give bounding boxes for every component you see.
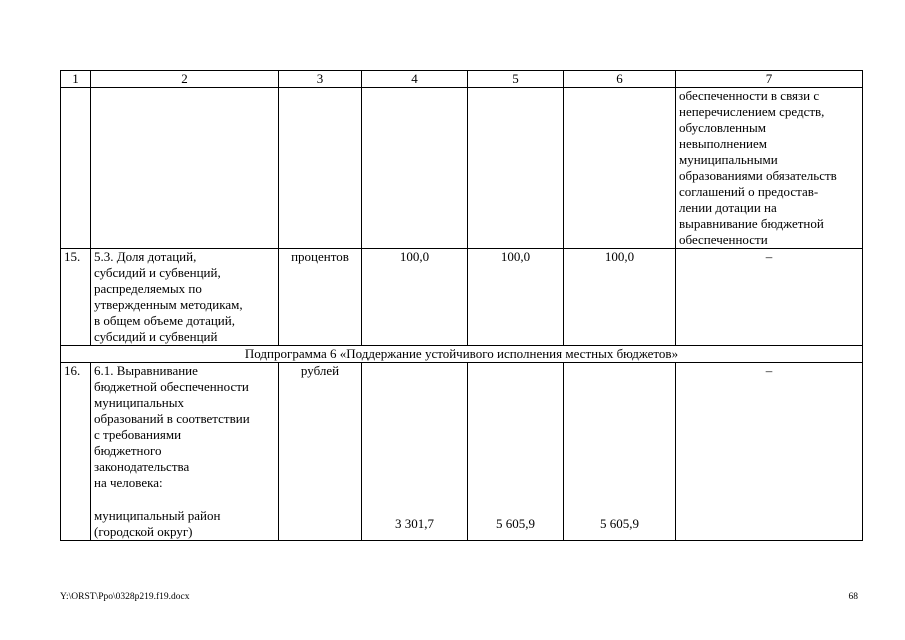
- name-line: законодательства: [94, 459, 190, 474]
- header-col-5: 5: [468, 71, 564, 88]
- cont-cell-4: [362, 88, 468, 249]
- header-col-7: 7: [676, 71, 863, 88]
- value-col-4: [362, 363, 468, 541]
- cont-cell-3: [279, 88, 362, 249]
- note-line: обеспеченности: [679, 232, 768, 247]
- name-line: 5.3. Доля дотаций,: [94, 249, 197, 264]
- note-line: образованиями обязательств: [679, 168, 837, 183]
- note-line: обусловленным: [679, 120, 766, 135]
- table-row-16: [61, 363, 863, 541]
- name-line: с требованиями: [94, 427, 182, 442]
- cont-note-cell: [676, 88, 863, 249]
- note-line: соглашений о предостав-: [679, 184, 819, 199]
- note-line: невыполнением: [679, 136, 768, 151]
- sub-item-line: муниципальный район: [94, 508, 221, 523]
- header-col-1: 1: [61, 71, 91, 88]
- continuation-row: [61, 88, 863, 249]
- cont-cell-5: [468, 88, 564, 249]
- spacer: [94, 491, 275, 508]
- header-col-3: 3: [279, 71, 362, 88]
- row-number: 15.: [61, 249, 91, 346]
- cont-cell-1: [61, 88, 91, 249]
- value-text: 5 605,9: [496, 516, 535, 531]
- table-row-15: [61, 249, 863, 346]
- value-text: 5 605,9: [600, 516, 639, 531]
- header-col-6: 6: [564, 71, 676, 88]
- name-line: образований в соответствии: [94, 411, 250, 426]
- header-row: [61, 71, 863, 88]
- note-line: лении дотации на: [679, 200, 777, 215]
- name-line: на человека:: [94, 475, 163, 490]
- footer-page-number: 68: [848, 592, 858, 602]
- unit-cell: рублей: [279, 363, 362, 541]
- cont-cell-6: [564, 88, 676, 249]
- name-line: бюджетного: [94, 443, 162, 458]
- value-col-6: [564, 363, 676, 541]
- name-line: 6.1. Выравнивание: [94, 363, 198, 378]
- header-col-4: 4: [362, 71, 468, 88]
- name-line: в общем объеме дотаций,: [94, 313, 235, 328]
- footer-file-path: Y:\ORST\Ppo\0328p219.f19.docx: [60, 592, 190, 602]
- note-line: муниципальными: [679, 152, 778, 167]
- subprogram-title: Подпрограмма 6 «Поддержание устойчивого исполнения местных бюджетов»: [61, 346, 863, 363]
- name-line: бюджетной обеспеченности: [94, 379, 249, 394]
- name-line: распределяемых по: [94, 281, 202, 296]
- sub-item-line: (городской округ): [94, 524, 193, 539]
- note-line: обеспеченности в связи с: [679, 88, 820, 103]
- name-line: субсидий и субвенций: [94, 329, 218, 344]
- name-line: утвержденным методикам,: [94, 297, 243, 312]
- name-line: субсидий и субвенций,: [94, 265, 221, 280]
- value-text: 3 301,7: [395, 516, 434, 531]
- subprogram-row: [61, 346, 863, 363]
- indicator-name: [91, 363, 279, 541]
- cont-cell-2: [91, 88, 279, 249]
- value-col-6: 100,0: [564, 249, 676, 346]
- name-line: муниципальных: [94, 395, 185, 410]
- note-cell: –: [676, 363, 863, 541]
- row-number: 16.: [61, 363, 91, 541]
- note-line: неперечислением средств,: [679, 104, 825, 119]
- note-cell: –: [676, 249, 863, 346]
- value-col-4: 100,0: [362, 249, 468, 346]
- unit-cell: процентов: [279, 249, 362, 346]
- value-col-5: 100,0: [468, 249, 564, 346]
- indicators-table: [60, 70, 863, 541]
- note-line: выравнивание бюджетной: [679, 216, 824, 231]
- indicator-name: [91, 249, 279, 346]
- value-col-5: [468, 363, 564, 541]
- header-col-2: 2: [91, 71, 279, 88]
